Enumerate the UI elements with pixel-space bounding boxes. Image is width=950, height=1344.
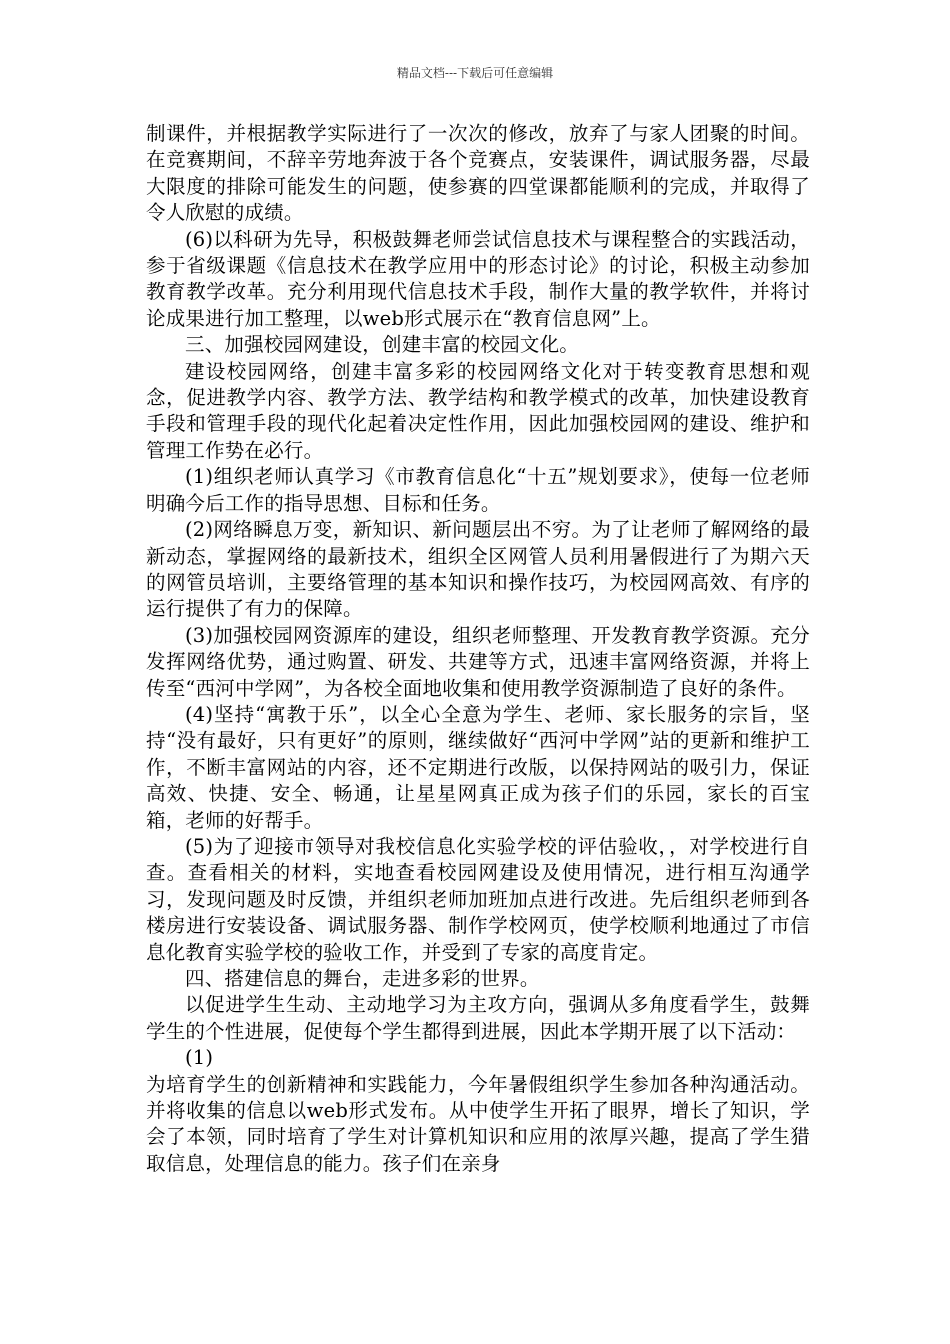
paragraph-13: 为培育学生的创新精神和实践能力，今年暑假组织学生参加各种沟通活动。并将收集的信息以web形式发布。从中使学生开拓了眼界，增长了知识，学会了本领，同时培育了学生对计算机知识和应用的浓厚兴趣，提高了学生猎取信息，处理信息的能力。孩子们在亲身 <box>146 1072 810 1175</box>
paragraph-9: (5)为了迎接市领导对我校信息化实验学校的评估验收，，对学校进行自查。查看相关的材料，实地查看校园网建设及使用情况，进行相互沟通学习，发现问题及时反馈，并组织老师加班加点进行改进。先后组织老师到各楼房进行安装设备、调试服务器、制作学校网页，使学校顺利地通过了市信息化教育实验学校的验收工作，并受到了专家的高度肯定。 <box>146 834 810 964</box>
page-header: 精品文档---下载后可任意编辑 <box>396 66 554 80</box>
paragraph-4: 建设校园网络，创建丰富多彩的校园网络文化对于转变教育思想和观念，促进教学内容、教学方法、教学结构和教学模式的改革，加快建设教育手段和管理手段的现代化起着决定性作用，因此加强校园网的建设、维护和管理工作势在必行。 <box>146 359 810 462</box>
section-heading-3: 三、加强校园网建设，创建丰富的校园文化。 <box>185 333 580 357</box>
paragraph-2: (6)以科研为先导，积极鼓舞老师尝试信息技术与课程整合的实践活动，参于省级课题《信息技术在教学应用中的形态讨论》的讨论，积极主动参加教育教学改革。充分利用现代信息技术手段，制作大量的教学软件，并将讨论成果进行加工整理，以web形式展示在“教育信息网”上。 <box>146 227 810 330</box>
paragraph-11: 以促进学生生动、主动地学习为主攻方向，强调从多角度看学生，鼓舞学生的个性进展，促使每个学生都得到进展，因此本学期开展了以下活动： <box>146 993 810 1043</box>
paragraph-7: (3)加强校园网资源库的建设，组织老师整理、开发教育教学资源。充分发挥网络优势，通过购置、研发、共建等方式，迅速丰富网络资源，并将上传至“西河中学网”，为各校全面地收集和使用教学资源制造了良好的条件。 <box>146 623 810 700</box>
document-body <box>146 121 810 1177</box>
list-marker-1: (1) <box>185 1046 214 1070</box>
paragraph-5: (1)组织老师认真学习《市教育信息化“十五”规划要求》，使每一位老师明确今后工作的指导思想、目标和任务。 <box>146 465 810 515</box>
paragraph-6: (2)网络瞬息万变，新知识、新问题层出不穷。为了让老师了解网络的最新动态，掌握网络的最新技术，组织全区网管人员利用暑假进行了为期六天的网管员培训，主要络管理的基本知识和操作技巧，为校园网高效、有序的运行提供了有力的保障。 <box>146 518 810 621</box>
paragraph-1: 制课件，并根据教学实际进行了一次次的修改，放弃了与家人团聚的时间。在竞赛期间，不辞辛劳地奔波于各个竞赛点，安装课件，调试服务器，尽最大限度的排除可能发生的问题，使参赛的四堂课都能顺利的完成，并取得了令人欣慰的成绩。 <box>146 122 810 225</box>
paragraph-8: (4)坚持“寓教于乐”，以全心全意为学生、老师、家长服务的宗旨，坚持“没有最好，只有更好”的原则，继续做好“西河中学网”站的更新和维护工作，不断丰富网站的内容，还不定期进行改版，以保持网站的吸引力，保证高效、快捷、安全、畅通，让星星网真正成为孩子们的乐园，家长的百宝箱，老师的好帮手。 <box>146 702 810 832</box>
section-heading-4: 四、搭建信息的舞台，走进多彩的世界。 <box>185 967 540 990</box>
